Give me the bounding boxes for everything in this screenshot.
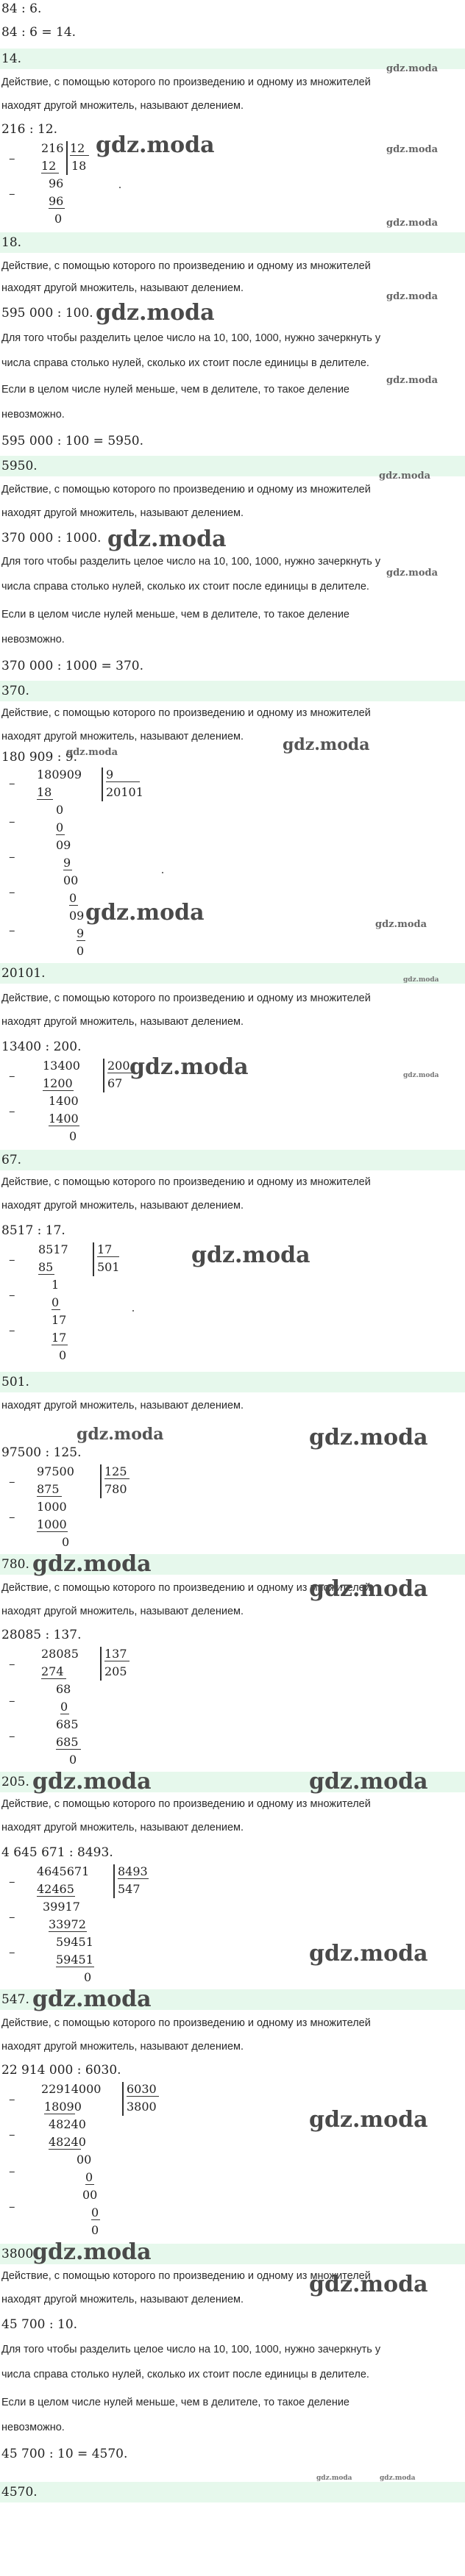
partial-product: 0 bbox=[91, 2205, 99, 2219]
remainder: 0 bbox=[69, 1753, 77, 1767]
minus-sign: – bbox=[9, 1323, 15, 1338]
answer-header-501 bbox=[0, 1372, 465, 1392]
watermark: gdz.moda bbox=[309, 2107, 428, 2133]
divisor: 125 bbox=[104, 1464, 129, 1479]
remainder: 0 bbox=[91, 2223, 99, 2237]
expression-370000-1000: 370 000 : 1000. bbox=[1, 531, 102, 545]
divisor: 12 bbox=[70, 141, 89, 156]
remainder: 685 bbox=[56, 1717, 79, 1731]
watermark: gdz.moda bbox=[386, 218, 439, 229]
definition-text-2: находят другой множитель, называют делением. bbox=[1, 1200, 244, 1212]
partial-product: 59451 bbox=[56, 1953, 93, 1967]
minus-sign: – bbox=[9, 1475, 15, 1489]
remainder: 00 bbox=[63, 873, 79, 887]
definition-text: Действие, с помощью которого по произведению и одному из множителей bbox=[1, 1798, 371, 1810]
quotient: 3800 bbox=[127, 2100, 157, 2114]
watermark: gdz.moda bbox=[309, 1425, 428, 1450]
minus-sign: – bbox=[9, 815, 15, 829]
watermark: gdz.moda bbox=[85, 900, 205, 926]
answer-547: 547. bbox=[1, 1992, 29, 2007]
partial-product: 18 bbox=[37, 785, 52, 799]
divisor: 8493 bbox=[118, 1864, 148, 1878]
definition-text: Действие, с помощью которого по произведению и одному из множителей bbox=[1, 2270, 371, 2282]
watermark: gdz.moda bbox=[32, 1551, 152, 1577]
partial-product: 17 bbox=[52, 1331, 67, 1345]
minus-sign: – bbox=[9, 1069, 15, 1084]
watermark: gdz.moda bbox=[191, 1242, 310, 1268]
minus-sign: – bbox=[9, 1510, 15, 1525]
minus-sign: – bbox=[9, 1729, 15, 1744]
remainder: 0 bbox=[84, 1970, 92, 1984]
watermark: gdz.moda bbox=[96, 300, 215, 326]
partial-product: 875 bbox=[37, 1482, 62, 1497]
partial-product: 0 bbox=[85, 2170, 93, 2184]
definition-text: Действие, с помощью которого по произведению и одному из множителей bbox=[1, 76, 371, 88]
division-bracket bbox=[66, 141, 68, 175]
minus-sign: – bbox=[9, 1288, 15, 1303]
result-45700-10: 45 700 : 10 = 4570. bbox=[1, 2447, 128, 2461]
watermark: gdz.moda bbox=[77, 1425, 164, 1444]
divisor: 200 bbox=[107, 1059, 132, 1073]
partial-product: 0 bbox=[60, 1700, 68, 1714]
watermark: gdz.moda bbox=[96, 132, 215, 158]
rule-text-4: невозможно. bbox=[1, 634, 65, 645]
definition-text: Действие, с помощью которого по произведению и одному из множителей bbox=[1, 484, 371, 495]
dividend: 180909 bbox=[37, 768, 82, 781]
minus-sign: – bbox=[9, 1875, 15, 1889]
minus-sign: – bbox=[9, 1694, 15, 1709]
minus-sign: – bbox=[9, 1657, 15, 1672]
minus-sign: – bbox=[9, 187, 15, 201]
remainder: 1 bbox=[52, 1278, 60, 1292]
watermark: gdz.moda bbox=[375, 919, 427, 930]
quotient: 67 bbox=[107, 1076, 123, 1090]
watermark: gdz.moda bbox=[309, 1769, 428, 1795]
definition-text-2: находят другой множитель, называют делением. bbox=[1, 1606, 244, 1617]
minus-sign: – bbox=[9, 151, 15, 166]
remainder: 1400 bbox=[49, 1094, 79, 1108]
minus-sign: – bbox=[9, 776, 15, 791]
result-370000-1000: 370 000 : 1000 = 370. bbox=[1, 659, 144, 673]
dot bbox=[119, 187, 121, 188]
remainder: 0 bbox=[69, 1129, 77, 1143]
dividend: 13400 bbox=[43, 1059, 80, 1073]
minus-sign: – bbox=[9, 2092, 15, 2107]
division-bracket bbox=[100, 1647, 102, 1681]
dot bbox=[162, 872, 163, 873]
watermark: gdz.moda bbox=[379, 471, 431, 482]
remainder: 96 bbox=[49, 176, 64, 190]
expression-216-12: 216 : 12. bbox=[1, 122, 58, 137]
remainder: 1000 bbox=[37, 1500, 67, 1514]
watermark: gdz.moda bbox=[107, 526, 227, 552]
remainder: 68 bbox=[56, 1682, 71, 1696]
partial-product: 85 bbox=[38, 1260, 54, 1274]
partial-product: 1400 bbox=[49, 1112, 79, 1126]
expression-28085-137: 28085 : 137. bbox=[1, 1628, 82, 1642]
definition-text: Действие, с помощью которого по произведению и одному из множителей bbox=[1, 707, 371, 719]
dividend: 8517 bbox=[38, 1242, 68, 1256]
partial-product: 9 bbox=[77, 926, 85, 940]
division-bracket bbox=[102, 768, 103, 801]
definition-text-2: находят другой множитель, называют делением. bbox=[1, 100, 244, 112]
watermark: gdz.moda bbox=[386, 63, 439, 74]
definition-text: Действие, с помощью которого по произведению и одному из множителей bbox=[1, 1582, 371, 1594]
watermark: gdz.moda bbox=[309, 1576, 428, 1602]
definition-text: Действие, с помощью которого по произведению и одному из множителей bbox=[1, 1176, 371, 1188]
result-595000-100: 595 000 : 100 = 5950. bbox=[1, 434, 144, 448]
partial-product: 12 bbox=[41, 159, 59, 173]
definition-text-2: находят другой множитель, называют делением. bbox=[1, 2294, 244, 2305]
watermark: gdz.moda bbox=[386, 291, 439, 302]
answer-14: 14. bbox=[1, 51, 22, 66]
quotient: 20101 bbox=[106, 785, 143, 799]
dividend: 4645671 bbox=[37, 1864, 90, 1878]
answer-header-20101 bbox=[0, 963, 465, 984]
answer-5950: 5950. bbox=[1, 459, 38, 473]
definition-text-2: находят другой множитель, называют делением. bbox=[1, 1016, 244, 1028]
watermark: gdz.moda bbox=[380, 2475, 416, 2482]
remainder: 48240 bbox=[49, 2117, 86, 2131]
partial-product: 9 bbox=[63, 856, 71, 870]
minus-sign: – bbox=[9, 2164, 15, 2179]
divisor: 9 bbox=[106, 768, 140, 782]
minus-sign: – bbox=[9, 2128, 15, 2142]
remainder: 0 bbox=[56, 803, 64, 817]
quotient: 780 bbox=[104, 1482, 127, 1496]
answer-501: 501. bbox=[1, 1375, 29, 1389]
partial-product: 96 bbox=[49, 194, 64, 208]
remainder: 0 bbox=[77, 944, 85, 958]
divisor: 17 bbox=[97, 1242, 119, 1257]
remainder: 09 bbox=[56, 838, 71, 852]
definition-text: Действие, с помощью которого по произведению и одному из множителей bbox=[1, 2017, 371, 2029]
remainder: 00 bbox=[77, 2153, 92, 2167]
watermark: gdz.moda bbox=[66, 747, 118, 758]
rule-text: Для того чтобы разделить целое число на 10, 100, 1000, нужно зачеркнуть у bbox=[1, 556, 381, 568]
rule-text-4: невозможно. bbox=[1, 2422, 65, 2433]
rule-text-2: числа справа столько нулей, сколько их стоит после единицы в делителе. bbox=[1, 2369, 369, 2380]
minus-sign: – bbox=[9, 885, 15, 900]
remainder: 0 bbox=[54, 212, 63, 226]
rule-text-3: Если в целом числе нулей меньше, чем в делителе, то такое деление bbox=[1, 384, 349, 396]
divisor: 6030 bbox=[127, 2082, 159, 2097]
remainder: 00 bbox=[82, 2188, 98, 2202]
expression-180909-9: 180 909 : 9. bbox=[1, 750, 78, 765]
answer-header-4570 bbox=[0, 2482, 465, 2502]
expression-22914000-6030: 22 914 000 : 6030. bbox=[1, 2063, 121, 2078]
division-bracket bbox=[103, 1059, 104, 1092]
partial-product: 0 bbox=[69, 891, 77, 905]
minus-sign: – bbox=[9, 2200, 15, 2214]
quotient: 205 bbox=[104, 1664, 127, 1678]
minus-sign: – bbox=[9, 1104, 15, 1119]
partial-product: 685 bbox=[56, 1735, 81, 1750]
division-bracket bbox=[113, 1864, 115, 1898]
answer-header-18 bbox=[0, 232, 465, 253]
definition-text-2: находят другой множитель, называют делением. bbox=[1, 282, 244, 294]
rule-text-3: Если в целом числе нулей меньше, чем в делителе, то такое деление bbox=[1, 2397, 349, 2408]
dividend: 97500 bbox=[37, 1464, 74, 1478]
remainder: 0 bbox=[62, 1535, 70, 1549]
dot bbox=[132, 1310, 134, 1312]
watermark: gdz.moda bbox=[32, 1769, 152, 1795]
division-bracket bbox=[122, 2082, 124, 2116]
result-84-6: 84 : 6 = 14. bbox=[1, 25, 77, 40]
watermark: gdz.moda bbox=[403, 976, 439, 984]
division-bracket bbox=[100, 1464, 102, 1498]
partial-product: 0 bbox=[56, 820, 64, 834]
minus-sign: – bbox=[9, 1910, 15, 1925]
dividend: 28085 bbox=[41, 1647, 79, 1661]
watermark: gdz.moda bbox=[32, 1986, 152, 2012]
remainder: 17 bbox=[52, 1313, 67, 1327]
division-bracket bbox=[93, 1242, 94, 1276]
expression-4645671-8493: 4 645 671 : 8493. bbox=[1, 1845, 113, 1860]
rule-text-2: числа справа столько нулей, сколько их стоит после единицы в делителе. bbox=[1, 357, 369, 369]
dividend: 22914000 bbox=[41, 2082, 102, 2096]
definition-text-2: находят другой множитель, называют делением. bbox=[1, 1400, 244, 1412]
watermark: gdz.moda bbox=[283, 735, 370, 754]
watermark: gdz.moda bbox=[309, 1941, 428, 1967]
partial-product: 33972 bbox=[49, 1917, 86, 1931]
answer-67: 67. bbox=[1, 1153, 22, 1167]
rule-text: Для того чтобы разделить целое число на 10, 100, 1000, нужно зачеркнуть у bbox=[1, 2344, 381, 2355]
expression-13400-200: 13400 : 200. bbox=[1, 1040, 82, 1054]
expression-8517-17: 8517 : 17. bbox=[1, 1223, 65, 1238]
partial-product: 0 bbox=[52, 1295, 60, 1309]
remainder: 0 bbox=[59, 1348, 67, 1362]
watermark: gdz.moda bbox=[386, 375, 439, 386]
answer-4570: 4570. bbox=[1, 2485, 38, 2500]
dividend: 216 bbox=[41, 141, 64, 155]
partial-product: 1000 bbox=[37, 1517, 67, 1531]
watermark: gdz.moda bbox=[129, 1054, 249, 1080]
divisor: 137 bbox=[104, 1647, 129, 1661]
watermark: gdz.moda bbox=[403, 1072, 439, 1079]
expression-595000-100: 595 000 : 100. bbox=[1, 306, 93, 321]
definition-text: Действие, с помощью которого по произведению и одному из множителей bbox=[1, 992, 371, 1004]
minus-sign: – bbox=[9, 923, 15, 938]
rule-text-2: числа справа столько нулей, сколько их стоит после единицы в делителе. bbox=[1, 581, 369, 593]
minus-sign: – bbox=[9, 1253, 15, 1267]
answer-20101: 20101. bbox=[1, 966, 46, 981]
rule-text-3: Если в целом числе нулей меньше, чем в делителе, то такое деление bbox=[1, 609, 349, 620]
watermark: gdz.moda bbox=[309, 2272, 428, 2297]
definition-text-2: находят другой множитель, называют делением. bbox=[1, 2041, 244, 2053]
expression-84-6: 84 : 6. bbox=[1, 1, 42, 16]
quotient: 18 bbox=[71, 159, 87, 173]
answer-3800: 3800. bbox=[1, 2247, 38, 2261]
remainder: 39917 bbox=[43, 1900, 80, 1914]
definition-text-2: находят другой множитель, называют делением. bbox=[1, 1822, 244, 1833]
minus-sign: – bbox=[9, 850, 15, 865]
answer-header-370 bbox=[0, 681, 465, 701]
expression-45700-10: 45 700 : 10. bbox=[1, 2317, 78, 2332]
quotient: 547 bbox=[118, 1882, 141, 1896]
partial-product: 18090 bbox=[44, 2100, 82, 2114]
partial-product: 1200 bbox=[43, 1076, 73, 1090]
watermark: gdz.moda bbox=[386, 144, 439, 155]
watermark: gdz.moda bbox=[316, 2475, 352, 2482]
answer-205: 205. bbox=[1, 1775, 29, 1789]
watermark: gdz.moda bbox=[32, 2239, 152, 2265]
answer-header-67 bbox=[0, 1150, 465, 1170]
remainder: 09 bbox=[69, 909, 85, 923]
partial-product: 274 bbox=[41, 1664, 66, 1679]
answer-370: 370. bbox=[1, 684, 29, 698]
definition-text: Действие, с помощью которого по произведению и одному из множителей bbox=[1, 260, 371, 272]
expression-97500-125: 97500 : 125. bbox=[1, 1445, 82, 1460]
remainder: 59451 bbox=[56, 1935, 93, 1949]
partial-product: 48240 bbox=[49, 2135, 86, 2149]
rule-text: Для того чтобы разделить целое число на 10, 100, 1000, нужно зачеркнуть у bbox=[1, 332, 381, 344]
answer-780: 780. bbox=[1, 1557, 29, 1572]
definition-text-2: находят другой множитель, называют делением. bbox=[1, 507, 244, 519]
answer-18: 18. bbox=[1, 235, 22, 250]
quotient: 501 bbox=[97, 1260, 120, 1274]
partial-product: 42465 bbox=[37, 1882, 74, 1896]
minus-sign: – bbox=[9, 1945, 15, 1960]
watermark: gdz.moda bbox=[386, 568, 439, 579]
rule-text-4: невозможно. bbox=[1, 409, 65, 421]
definition-text-2: находят другой множитель, называют делением. bbox=[1, 731, 244, 743]
